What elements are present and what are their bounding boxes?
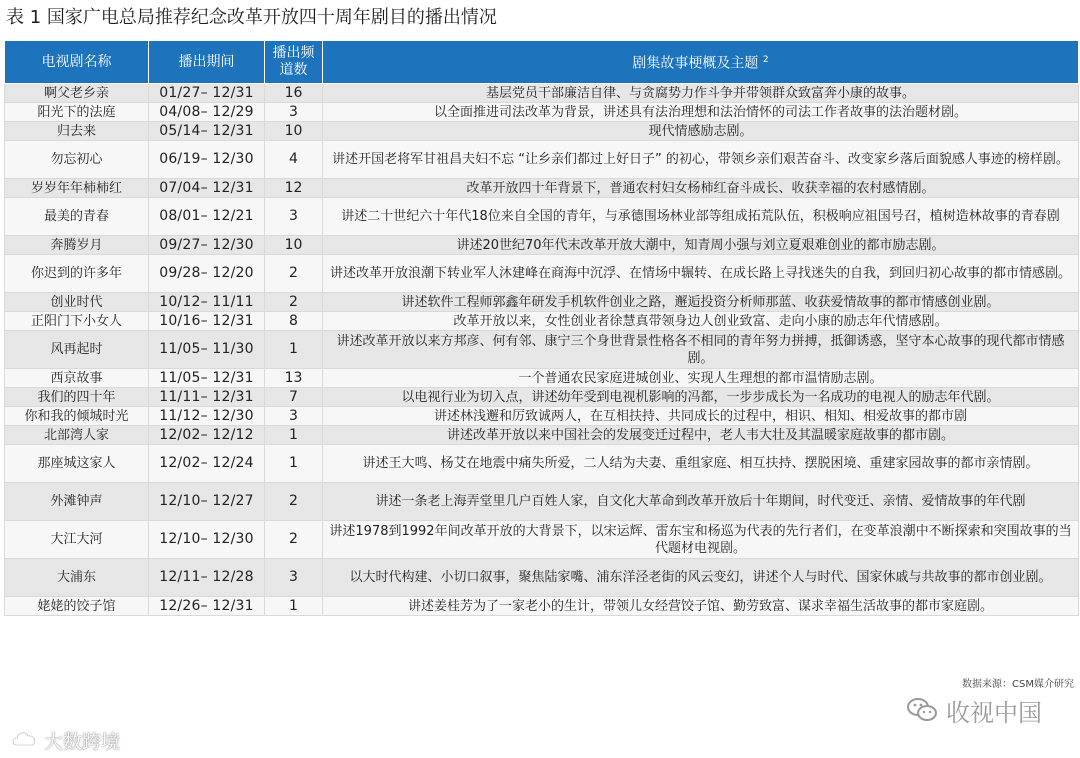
drama-name-cell: 大江大河 — [5, 521, 149, 559]
channel-count-cell: 1 — [265, 426, 323, 445]
story-summary-cell: 讲述姜桂芳为了一家老小的生计，带领儿女经营饺子馆、勤劳致富、谋求幸福生活故事的都市家庭剧。 — [323, 597, 1079, 616]
story-summary-cell: 讲述改革开放以来方邦彦、何有邻、康宁三个身世背景性格各不相同的青年努力拼搏，抵御诱惑，坚守本心故事的现代都市情感剧。 — [323, 331, 1079, 369]
channel-count-cell: 10 — [265, 122, 323, 141]
drama-name-cell: 你和我的倾城时光 — [5, 407, 149, 426]
broadcast-period-cell: 01/27– 12/31 — [149, 84, 265, 103]
data-source: 数据来源：CSM媒介研究 — [962, 679, 1074, 690]
table-row — [5, 426, 1079, 445]
header-footnote: 2 — [762, 54, 769, 65]
watermark-right-text: 收视中国 — [946, 698, 1042, 727]
drama-name-cell: 姥姥的饺子馆 — [5, 597, 149, 616]
drama-name-cell: 我们的四十年 — [5, 388, 149, 407]
channel-count-cell: 1 — [265, 331, 323, 369]
channel-count-cell: 8 — [265, 312, 323, 331]
channel-count-cell: 12 — [265, 179, 323, 198]
cloud-logo-icon — [10, 727, 40, 753]
channel-count-cell: 1 — [265, 597, 323, 616]
table-row — [5, 597, 1079, 616]
broadcast-period-cell: 12/26– 12/31 — [149, 597, 265, 616]
drama-name-cell: 归去来 — [5, 122, 149, 141]
story-summary-cell: 讲述二十世纪六十年代18位来自全国的青年，与承德围场林业部等组成拓荒队伍，积极响应祖国号召，植树造林故事的青春剧 — [323, 198, 1079, 236]
drama-name-cell: 正阳门下小女人 — [5, 312, 149, 331]
broadcast-period-cell: 12/10– 12/27 — [149, 483, 265, 521]
table-row — [5, 369, 1079, 388]
table-row — [5, 198, 1079, 236]
table-row — [5, 559, 1079, 597]
broadcast-period-cell: 04/08– 12/29 — [149, 103, 265, 122]
table-row — [5, 84, 1079, 103]
channel-count-cell: 3 — [265, 559, 323, 597]
channel-count-cell: 7 — [265, 388, 323, 407]
channel-count-cell: 2 — [265, 293, 323, 312]
table-row — [5, 179, 1079, 198]
broadcast-period-cell: 11/12– 12/30 — [149, 407, 265, 426]
table-row — [5, 483, 1079, 521]
table-row — [5, 521, 1079, 559]
broadcast-period-cell: 10/16– 12/31 — [149, 312, 265, 331]
story-summary-cell: 讲述一条老上海弄堂里几户百姓人家，自文化大革命到改革开放后十年期间，时代变迁、亲情、爱情故事的年代剧 — [323, 483, 1079, 521]
channel-count-cell: 10 — [265, 236, 323, 255]
channel-count-cell: 16 — [265, 84, 323, 103]
broadcast-period-cell: 10/12– 11/11 — [149, 293, 265, 312]
table-row — [5, 236, 1079, 255]
story-summary-cell: 现代情感励志剧。 — [323, 122, 1079, 141]
drama-name-cell: 最美的青春 — [5, 198, 149, 236]
table-container — [4, 40, 1078, 616]
channel-count-cell: 3 — [265, 407, 323, 426]
table-row — [5, 388, 1079, 407]
drama-name-cell: 北部湾人家 — [5, 426, 149, 445]
channel-count-cell: 13 — [265, 369, 323, 388]
story-summary-cell: 讲述开国老将军甘祖昌夫妇不忘 “让乡亲们都过上好日子” 的初心，带领乡亲们艰苦奋斗、改变家乡落后面貌感人事迹的榜样剧。 — [323, 141, 1079, 179]
watermark-left-text: 大数跨境 — [44, 730, 121, 753]
channel-count-cell: 2 — [265, 483, 323, 521]
channel-count-cell: 2 — [265, 255, 323, 293]
watermark-right — [906, 694, 1042, 726]
header-name: 电视剧名称 — [5, 41, 149, 84]
broadcast-period-cell: 05/14– 12/31 — [149, 122, 265, 141]
drama-name-cell: 阳光下的法庭 — [5, 103, 149, 122]
channel-count-cell: 2 — [265, 521, 323, 559]
table-row — [5, 103, 1079, 122]
table-header-row — [5, 41, 1079, 84]
broadcast-table — [4, 40, 1079, 616]
broadcast-period-cell: 09/27– 12/30 — [149, 236, 265, 255]
table-row — [5, 293, 1079, 312]
drama-name-cell: 啊父老乡亲 — [5, 84, 149, 103]
drama-name-cell: 风再起时 — [5, 331, 149, 369]
drama-name-cell: 岁岁年年柿柿红 — [5, 179, 149, 198]
story-summary-cell: 以电视行业为切入点，讲述幼年受到电视机影响的冯都，一步步成长为一名成功的电视人的励志年代剧。 — [323, 388, 1079, 407]
broadcast-period-cell: 11/05– 11/30 — [149, 331, 265, 369]
table-row — [5, 255, 1079, 293]
broadcast-period-cell: 06/19– 12/30 — [149, 141, 265, 179]
watermark-left — [10, 726, 120, 754]
table-row — [5, 331, 1079, 369]
story-summary-cell: 一个普通农民家庭进城创业、实现人生理想的都市温情励志剧。 — [323, 369, 1079, 388]
broadcast-period-cell: 09/28– 12/20 — [149, 255, 265, 293]
drama-name-cell: 奔腾岁月 — [5, 236, 149, 255]
story-summary-cell: 讲述改革开放浪潮下转业军人沐建峰在商海中沉浮、在情场中辗转、在成长路上寻找迷失的自我，到回归初心故事的都市情感剧。 — [323, 255, 1079, 293]
story-summary-cell: 讲述改革开放以来中国社会的发展变迁过程中，老人韦大壮及其温暖家庭故事的都市剧。 — [323, 426, 1079, 445]
broadcast-period-cell: 12/11– 12/28 — [149, 559, 265, 597]
drama-name-cell: 大浦东 — [5, 559, 149, 597]
broadcast-period-cell: 12/02– 12/24 — [149, 445, 265, 483]
table-row — [5, 312, 1079, 331]
story-summary-cell: 讲述软件工程师郭鑫年研发手机软件创业之路，邂逅投资分析师那蓝、收获爱情故事的都市情感创业剧。 — [323, 293, 1079, 312]
broadcast-period-cell: 12/10– 12/30 — [149, 521, 265, 559]
header-period: 播出期间 — [149, 41, 265, 84]
story-summary-cell: 讲述王大鸣、杨艾在地震中痛失所爱，二人结为夫妻、重组家庭、相互扶持、摆脱困境、重建家园故事的都市亲情剧。 — [323, 445, 1079, 483]
table-row — [5, 445, 1079, 483]
header-channels: 播出频道数 — [265, 41, 323, 84]
header-summary: 剧集故事梗概及主题 $^2$ — [323, 41, 1079, 84]
drama-name-cell: 西京故事 — [5, 369, 149, 388]
broadcast-period-cell: 07/04– 12/31 — [149, 179, 265, 198]
drama-name-cell: 外滩钟声 — [5, 483, 149, 521]
story-summary-cell: 改革开放以来，女性创业者徐慧真带领身边人创业致富、走向小康的励志年代情感剧。 — [323, 312, 1079, 331]
drama-name-cell: 你迟到的许多年 — [5, 255, 149, 293]
table-title: 表 1 国家广电总局推荐纪念改革开放四十周年剧目的播出情况 — [6, 7, 497, 28]
drama-name-cell: 创业时代 — [5, 293, 149, 312]
table-row — [5, 407, 1079, 426]
story-summary-cell: 讲述1978到1992年间改革开放的大背景下，以宋运辉、雷东宝和杨巡为代表的先行者们，在变革浪潮中不断探索和突围故事的当代题材电视剧。 — [323, 521, 1079, 559]
channel-count-cell: 3 — [265, 198, 323, 236]
broadcast-period-cell: 11/05– 12/31 — [149, 369, 265, 388]
story-summary-cell: 以大时代构建、小切口叙事，聚焦陆家嘴、浦东洋泾老街的风云变幻，讲述个人与时代、国家休戚与共故事的都市创业剧。 — [323, 559, 1079, 597]
story-summary-cell: 基层党员干部廉洁自律、与贪腐势力作斗争并带领群众致富奔小康的故事。 — [323, 84, 1079, 103]
wechat-icon — [906, 696, 938, 724]
channel-count-cell: 3 — [265, 103, 323, 122]
channel-count-cell: 4 — [265, 141, 323, 179]
drama-name-cell: 勿忘初心 — [5, 141, 149, 179]
story-summary-cell: 以全面推进司法改革为背景，讲述具有法治理想和法治情怀的司法工作者故事的法治题材剧。 — [323, 103, 1079, 122]
broadcast-period-cell: 12/02– 12/12 — [149, 426, 265, 445]
story-summary-cell: 讲述20世纪70年代末改革开放大潮中，知青周小强与刘立夏艰难创业的都市励志剧。 — [323, 236, 1079, 255]
story-summary-cell: 改革开放四十年背景下，普通农村妇女杨柿红奋斗成长、收获幸福的农村感情剧。 — [323, 179, 1079, 198]
table-row — [5, 122, 1079, 141]
broadcast-period-cell: 08/01– 12/21 — [149, 198, 265, 236]
table-row — [5, 141, 1079, 179]
story-summary-cell: 讲述林浅邂和厉致诚两人，在互相扶持、共同成长的过程中，相识、相知、相爱故事的都市剧 — [323, 407, 1079, 426]
channel-count-cell: 1 — [265, 445, 323, 483]
drama-name-cell: 那座城这家人 — [5, 445, 149, 483]
broadcast-period-cell: 11/11– 12/31 — [149, 388, 265, 407]
